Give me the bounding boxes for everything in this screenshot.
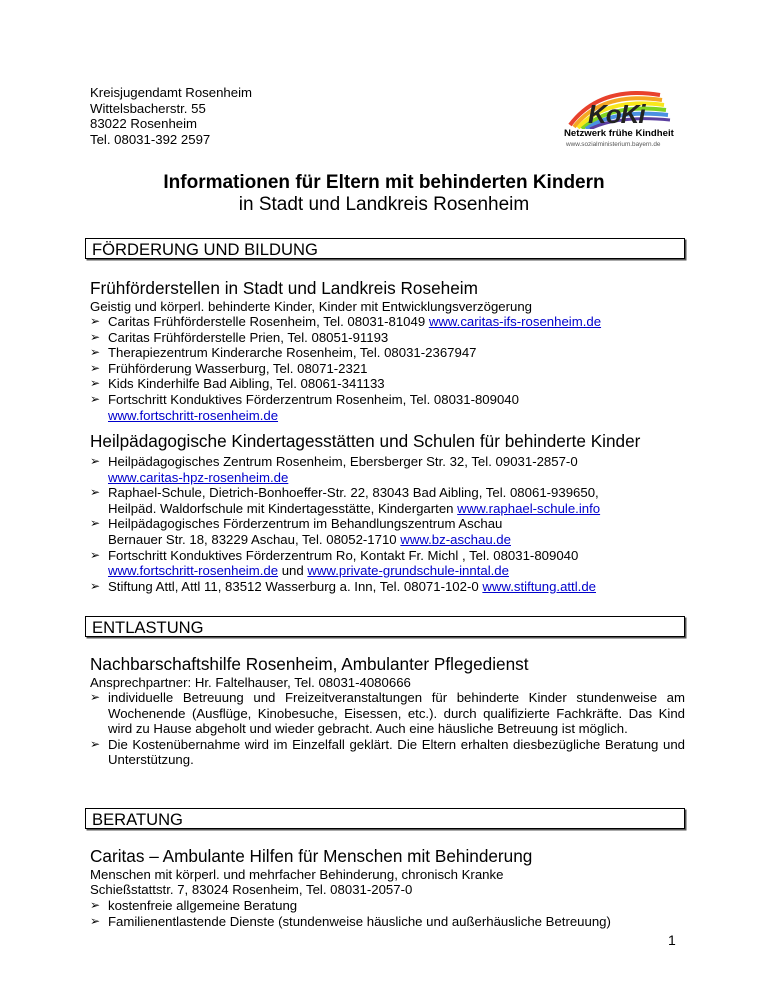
arrow-bullet-icon: ➢ <box>90 391 101 406</box>
target-group-note: Menschen mit körperl. und mehrfacher Behinderung, chronisch Kranke <box>90 867 504 882</box>
list-item: ➢ Therapiezentrum Kinderarche Rosenheim, Tel. 08031-2367947 <box>90 345 477 361</box>
list-item: ➢ Kids Kinderhilfe Bad Aibling, Tel. 08061-341133 <box>90 376 385 392</box>
stiftung-attl-link[interactable]: www.stiftung.attl.de <box>482 578 596 594</box>
fruehfoerder-list <box>90 314 685 423</box>
subheading-heilpaedagogische: Heilpädagogische Kindertagesstätten und Schulen für behinderte Kinder <box>90 431 641 451</box>
logo-url: www.sozialministerium.bayern.de <box>566 141 661 148</box>
list-item: ➢ Caritas Frühförderstelle Prien, Tel. 08051-91193 <box>90 329 389 345</box>
list-item: ➢ Stiftung Attl, Attl 11, 83512 Wasserburg a. Inn, Tel. 08071-102-0 www.stiftung.attl.de <box>90 578 596 594</box>
list-item: ➢ Familienentlastende Dienste (stundenweise häusliche und außerhäusliche Betreuung) <box>90 913 611 929</box>
section-heading-entlastung: ENTLASTUNG <box>85 616 685 637</box>
page-subtitle: in Stadt und Landkreis Rosenheim <box>238 194 530 215</box>
arrow-bullet-icon: ➢ <box>90 376 101 391</box>
address-line: Kreisjugendamt Rosenheim <box>90 85 252 100</box>
fortschritt-link[interactable]: www.fortschritt-rosenheim.de <box>108 407 279 423</box>
address-line: Wittelsbacherstr. 55 <box>90 100 206 116</box>
arrow-bullet-icon: ➢ <box>90 736 101 751</box>
arrow-bullet-icon: ➢ <box>90 314 101 328</box>
caritas-hpz-link[interactable]: www.caritas-hpz-rosenheim.de <box>108 469 289 485</box>
target-group-note: Geistig und körperl. behinderte Kinder, Kinder mit Entwicklungsverzögerung <box>90 299 533 314</box>
beratung-list <box>90 898 685 929</box>
list-item: ➢ Heilpädagogisches Förderzentrum im Behandlungszentrum Aschau Bernauer Str. 18, 83229 Aschau, Tel. 08052-1710 www.bz-aschau.de <box>90 516 511 547</box>
list-item: ➢ Frühförderung Wasserburg, Tel. 08071-2321 <box>90 360 368 376</box>
list-item: ➢ kostenfreie allgemeine Beratung <box>90 898 298 913</box>
list-item: ➢ Raphael-Schule, Dietrich-Bonhoeffer-Str. 22, 83043 Bad Aibling, Tel. 08061-939650, Heilpäd. Waldorfschule mit Kindertagesstätte, Kindergarten www.raphael-schule.info <box>90 485 601 516</box>
page-title: Informationen für Eltern mit behinderten Kindern <box>163 172 605 193</box>
list-item: ➢ individuelle Betreuung und Freizeitveranstaltungen für behinderte Kinder stundenweise am Wochenende (Ausflüge, Kinobesuche, Eisessen, etc.). durch qualifizierte Fachkräfte. Das Kind wird zu Hause abgeholt und wieder gebracht. Auch eine häusliche Betreuung ist möglich. <box>90 690 685 737</box>
list-item: ➢ Caritas Frühförderstelle Rosenheim, Tel. 08031-81049 www.caritas-ifs-rosenheim.de <box>90 314 602 329</box>
list-item: ➢ Heilpädagogisches Zentrum Rosenheim, Ebersberger Str. 32, Tel. 09031-2857-0 www.caritas-hpz-rosenheim.de <box>90 454 578 485</box>
sender-address <box>90 85 252 147</box>
arrow-bullet-icon: ➢ <box>90 454 101 468</box>
logo-subtitle: Netzwerk frühe Kindheit <box>564 128 674 139</box>
arrow-bullet-icon: ➢ <box>90 516 101 531</box>
heilpaed-list <box>90 454 685 594</box>
address-line: 83022 Rosenheim <box>90 116 198 131</box>
raphael-schule-link[interactable]: www.raphael-schule.info <box>457 500 601 516</box>
private-grundschule-link[interactable]: www.private-grundschule-inntal.de <box>307 563 509 579</box>
subheading-caritas-ambulante-hilfen: Caritas – Ambulante Hilfen für Menschen mit Behinderung <box>90 846 533 866</box>
fortschritt-link[interactable]: www.fortschritt-rosenheim.de <box>108 563 279 579</box>
arrow-bullet-icon: ➢ <box>90 898 101 912</box>
entlastung-list <box>90 690 685 768</box>
subheading-fruehfoerderstellen: Frühförderstellen in Stadt und Landkreis Roseheim <box>90 278 478 298</box>
list-item: ➢ Die Kostenübernahme wird im Einzelfall geklärt. Die Eltern erhalten diesbezügliche Beratung und Unterstützung. <box>90 736 685 768</box>
arrow-bullet-icon: ➢ <box>90 345 101 360</box>
list-item: ➢ Fortschritt Konduktives Förderzentrum Ro, Kontakt Fr. Michl , Tel. 08031-809040 www.fortschritt-rosenheim.de und www.private-grundschule-inntal.de <box>90 547 579 579</box>
arrow-bullet-icon: ➢ <box>90 578 101 593</box>
subheading-nachbarschaftshilfe: Nachbarschaftshilfe Rosenheim, Ambulanter Pflegedienst <box>90 654 529 674</box>
arrow-bullet-icon: ➢ <box>90 329 101 344</box>
arrow-bullet-icon: ➢ <box>90 690 101 704</box>
address-note: Schießstattstr. 7, 83024 Rosenheim, Tel. 08031-2057-0 <box>90 882 413 897</box>
contact-note: Ansprechpartner: Hr. Faltelhauser, Tel. 08031-4080666 <box>90 675 411 690</box>
logo-wordmark: KoKi <box>588 99 645 129</box>
caritas-ifs-link[interactable]: www.caritas-ifs-rosenheim.de <box>428 314 602 329</box>
arrow-bullet-icon: ➢ <box>90 913 101 928</box>
list-item: ➢ Fortschritt Konduktives Förderzentrum Rosenheim, Tel. 08031-809040 www.fortschritt-rosenheim.de <box>90 391 519 423</box>
section-heading-foerderung: FÖRDERUNG UND BILDUNG <box>85 238 685 259</box>
bz-aschau-link[interactable]: www.bz-aschau.de <box>400 531 511 547</box>
arrow-bullet-icon: ➢ <box>90 485 101 500</box>
arrow-bullet-icon: ➢ <box>90 547 101 562</box>
address-line: Tel. 08031-392 2597 <box>90 131 211 147</box>
arrow-bullet-icon: ➢ <box>90 360 101 375</box>
page-number: 1 <box>668 932 676 948</box>
section-heading-beratung: BERATUNG <box>85 808 685 829</box>
koki-logo <box>560 85 678 151</box>
